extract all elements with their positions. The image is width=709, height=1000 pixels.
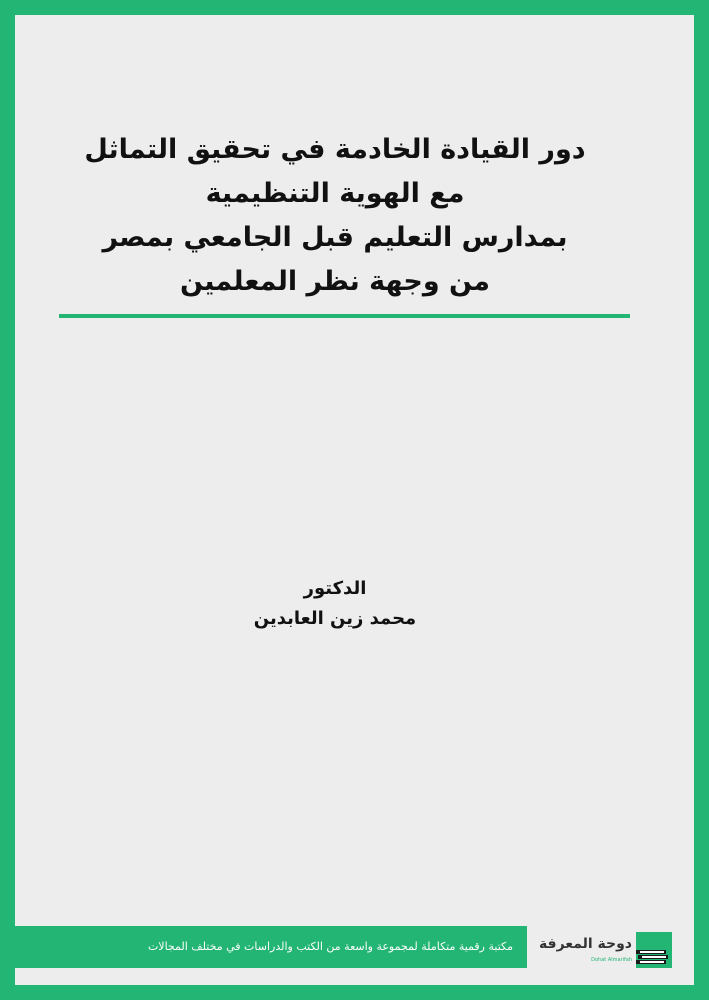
title-line: بمدارس التعليم قبل الجامعي بمصر xyxy=(102,222,568,253)
books-icon xyxy=(636,940,672,970)
author-block xyxy=(40,574,630,634)
title-line: مع الهوية التنظيمية xyxy=(205,178,465,209)
title-line: من وجهة نظر المعلمين xyxy=(179,266,491,297)
book-title xyxy=(40,128,630,304)
author-title: الدكتور xyxy=(303,578,367,599)
publisher-logo xyxy=(540,932,680,972)
footer-tagline: مكتبة رقمية متكاملة لمجموعة واسعة من الكتب والدراسات في مختلف المجالات xyxy=(147,940,513,953)
footer-band xyxy=(15,926,527,968)
author-name: محمد زين العابدين xyxy=(253,608,417,629)
title-line: دور القيادة الخادمة في تحقيق التماثل xyxy=(84,134,586,165)
logo-name: دوحة المعرفة xyxy=(538,936,632,952)
title-divider xyxy=(59,314,630,318)
logo-subtitle: Dohat Almarifah xyxy=(591,957,632,963)
